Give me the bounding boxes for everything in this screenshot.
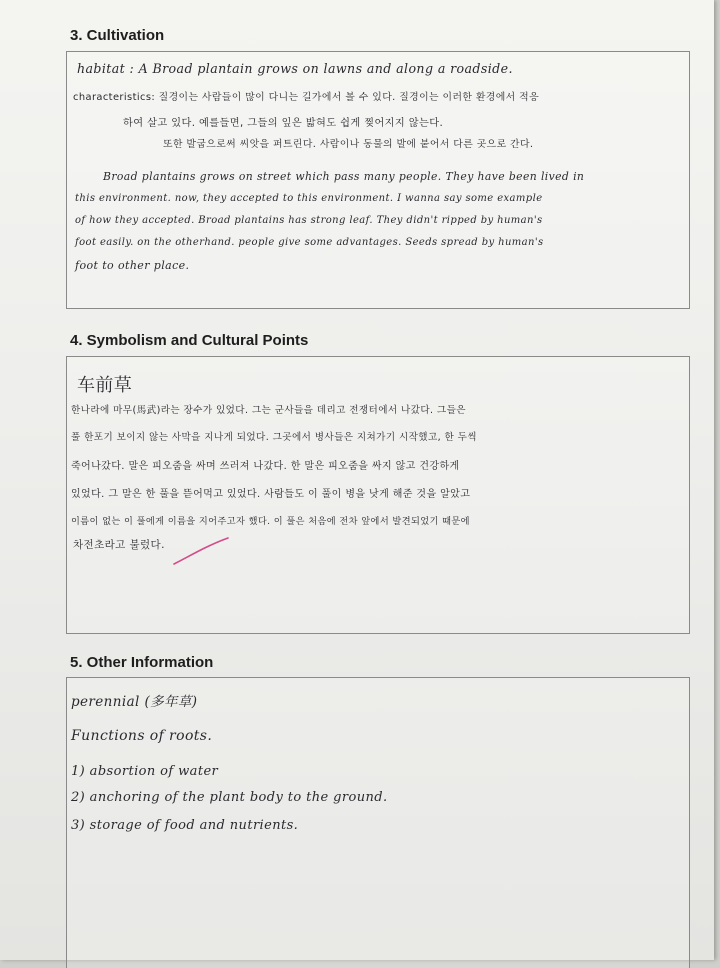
handwritten-line: 또한 발굽으로써 씨앗을 퍼트린다. 사람이나 동물의 발에 붙어서 다른 곳으로 간다.: [163, 139, 534, 150]
handwritten-line: 车前草: [77, 375, 133, 396]
handwritten-line: foot easily. on the otherhand. people give some advantages. Seeds spread by human's: [75, 237, 544, 248]
cultivation-answer-box: [66, 51, 690, 309]
handwritten-line: characteristics: 질경이는 사람들이 많이 다니는 길가에서 볼 수 있다. 질경이는 이러한 환경에서 적응: [73, 92, 540, 103]
handwritten-line: 차전초라고 불렀다.: [73, 539, 165, 551]
handwritten-line: Functions of roots.: [71, 728, 213, 744]
handwritten-line: foot to other place.: [75, 259, 190, 272]
handwritten-line: Broad plantains grows on street which pass many people. They have been lived in: [103, 170, 585, 183]
handwritten-line: 한나라에 마무(馬武)라는 장수가 있었다. 그는 군사들을 데리고 전쟁터에서 나갔다. 그들은: [71, 405, 466, 416]
handwritten-line: of how they accepted. Broad plantains has strong leaf. They didn't ripped by human's: [75, 215, 543, 226]
handwritten-line: 하여 살고 있다. 예를들면, 그들의 잎은 밟혀도 쉽게 찢어지지 않는다.: [123, 118, 444, 129]
section-heading-symbolism: 4. Symbolism and Cultural Points: [70, 332, 309, 349]
handwritten-line: 있었다. 그 말은 한 풀을 뜯어먹고 있었다. 사람들도 이 풀이 병을 낫게 해준 것을 알았고: [71, 489, 471, 500]
section-heading-other-information: 5. Other Information: [70, 654, 214, 671]
handwritten-line: 이름이 없는 이 풀에게 이름을 지어주고자 했다. 이 풀은 처음에 전차 앞에서 발견되었기 때문에: [71, 516, 470, 527]
handwritten-line: 1) absortion of water: [71, 764, 219, 779]
handwritten-line: 2) anchoring of the plant body to the ground.: [71, 790, 388, 805]
other-information-answer-box: [66, 677, 690, 968]
pink-ink-mark: [172, 536, 232, 568]
handwritten-line: 죽어나갔다. 말은 피오줌을 싸며 쓰러져 나갔다. 한 말은 피오줌을 싸지 않고 건강하게: [71, 461, 460, 472]
handwritten-line: 풀 한포기 보이지 않는 사막을 지나게 되었다. 그곳에서 병사들은 지쳐가기 시작했고, 한 두씩: [71, 432, 477, 443]
section-heading-cultivation: 3. Cultivation: [70, 27, 165, 44]
handwritten-line: 3) storage of food and nutrients.: [71, 818, 299, 833]
symbolism-answer-box: [66, 356, 690, 634]
handwritten-line: this environment. now, they accepted to this environment. I wanna say some example: [75, 193, 543, 204]
handwritten-line: habitat : A Broad plantain grows on lawns and along a roadside.: [77, 61, 513, 76]
handwritten-line: perennial (多年草): [71, 694, 198, 710]
